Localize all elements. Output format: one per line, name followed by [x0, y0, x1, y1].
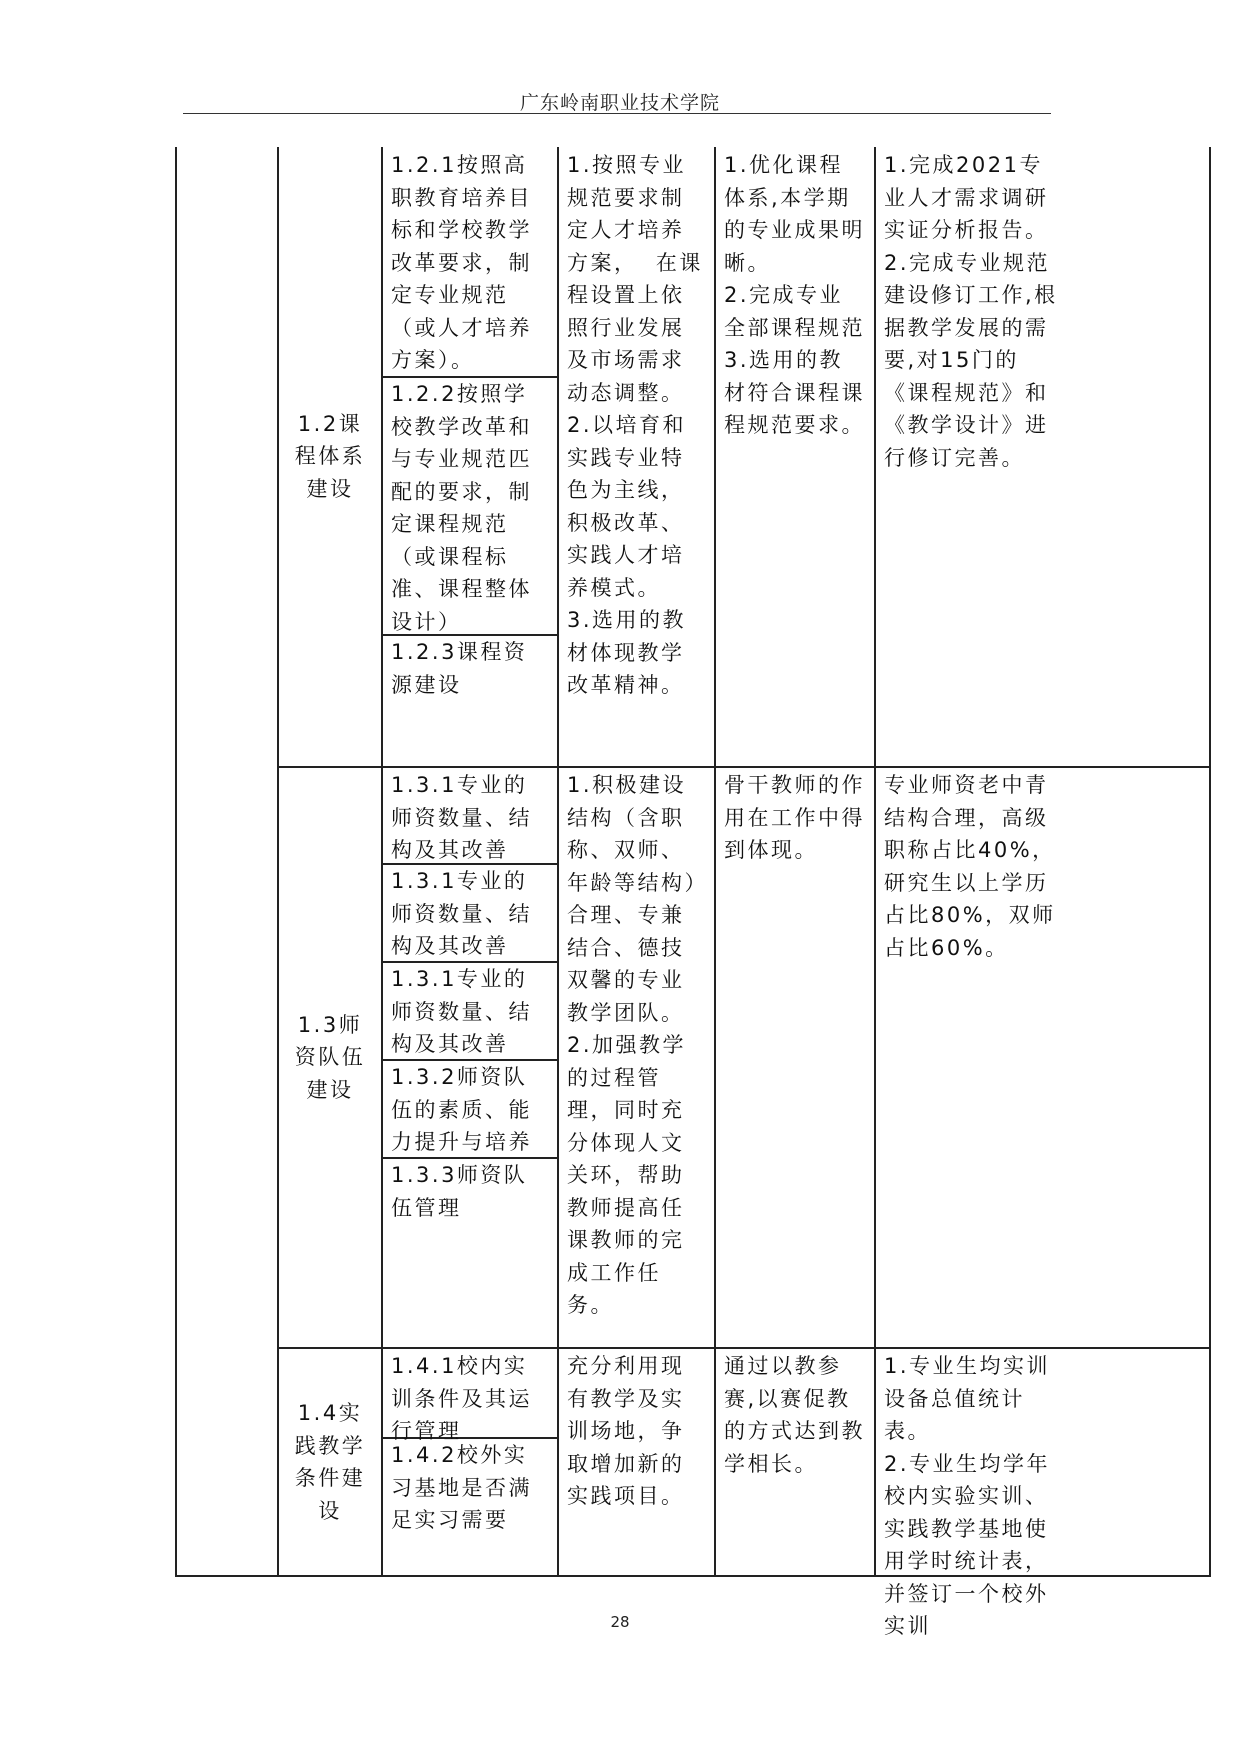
table-row-divider [277, 1347, 1210, 1349]
table-border-left [175, 147, 177, 1577]
completion-cell: 1.完成2021专业人才需求调研实证分析报告。 2.完成专业规范建设修订工作,根据教学发展的需要,对15门的《课程规范》和《教学设计》进行修订完善。 [884, 153, 1058, 470]
header-divider [183, 113, 1051, 114]
item-cell: 1.3.2师资队伍的素质、能力提升与培养 [391, 1065, 532, 1154]
item-cell: 1.4.2校外实习基地是否满足实习需要 [391, 1443, 532, 1532]
item-cell: 1.3.1专业的师资数量、结构及其改善 [391, 869, 532, 958]
item-cell: 1.3.1专业的师资数量、结构及其改善 [391, 773, 532, 862]
category-cell: 1.4实践教学条件建设 [294, 1401, 366, 1523]
table-row-divider [277, 766, 1210, 768]
requirement-cell: 1.积极建设结构（含职称、双师、年龄等结构）合理、专兼结合、德技双馨的专业教学团队。 2.加强教学的过程管理，同时充分体现人文关环，帮助教师提高任课教师的完成工作任务。 [567, 773, 698, 1317]
goal-cell: 骨干教师的作用在工作中得到体现。 [724, 773, 865, 862]
page-header-title: 广东岭南职业技术学院 [519, 92, 720, 114]
category-cell: 1.2课程体系建设 [294, 411, 366, 501]
category-cell: 1.3师资队伍建设 [294, 1012, 366, 1102]
item-cell: 1.2.2按照学校教学改革和与专业规范匹配的要求，制定课程规范（或课程标准、课程整体设计） [391, 382, 532, 634]
item-cell: 1.3.1专业的师资数量、结构及其改善 [391, 967, 532, 1056]
completion-cell: 1.专业生均实训设备总值统计表。 2.专业生均学年校内实验实训、实践教学基地使用学时统计表，并签订一个校外实训 [884, 1354, 1051, 1638]
page-number: 28 [610, 1613, 630, 1631]
requirement-cell: 1.按照专业规范要求制定人才培养方案， 在课程设置上依照行业发展及市场需求动态调整。 2.以培育和实践专业特色为主线，积极改革、实践人才培养模式。 3.选用的教材体现教学改革精神。 [567, 153, 703, 697]
table-border-right [1209, 147, 1211, 1577]
completion-cell: 专业师资老中青结构合理，高级职称占比40%，研究生以上学历占比80%，双师占比60%。 [884, 773, 1056, 960]
item-cell: 1.2.1按照高职教育培养目标和学校教学改革要求，制定专业规范（或人才培养方案）。 [391, 153, 532, 372]
goal-cell: 通过以教参赛,以赛促教的方式达到教学相长。 [724, 1354, 865, 1476]
table-border-bottom [175, 1575, 1211, 1577]
item-cell: 1.3.3师资队伍管理 [391, 1163, 528, 1220]
goal-cell: 1.优化课程体系,本学期的专业成果明晰。 2.完成专业全部课程规范 3.选用的教材符合课程课程规范要求。 [724, 153, 865, 437]
item-cell: 1.4.1校内实训条件及其运行管理 [391, 1354, 532, 1443]
item-cell: 1.2.3课程资源建设 [391, 640, 528, 697]
requirement-cell: 充分利用现有教学及实训场地，争取增加新的实践项目。 [567, 1354, 685, 1508]
